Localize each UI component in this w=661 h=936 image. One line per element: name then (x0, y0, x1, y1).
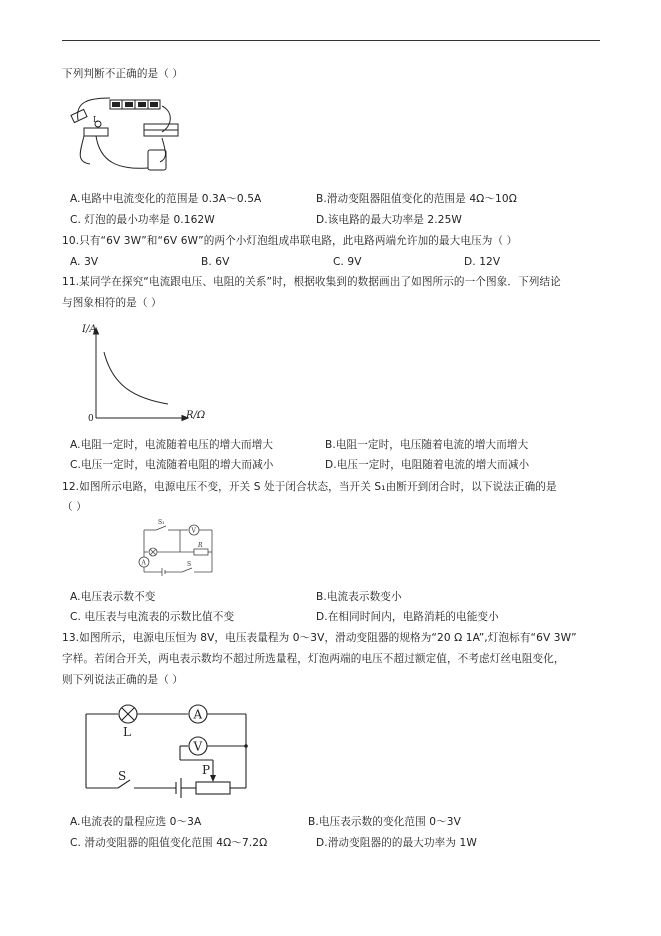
q12-option-b: B.电流表示数变小 (316, 591, 402, 603)
q12-fig-a: A (141, 559, 146, 567)
q13-fig-l: L (123, 725, 131, 739)
q13-stem-line1: 13.如图所示，电源电压恒为 8V，电压表量程为 0～3V，滑动变阻器的规格为“20 Ω 1A”,灯泡标有“6V 3W” (62, 632, 577, 644)
q13-fig-v: V (193, 739, 203, 754)
q9-option-b: B.滑动变阻器阻值变化的范围是 4Ω～10Ω (316, 193, 517, 205)
q12-option-a: A.电压表示数不变 (70, 591, 156, 603)
q11-option-a: A.电阻一定时，电流随着电压的增大而增大 (70, 439, 274, 451)
q11-graph-ylabel: I/A (82, 324, 97, 335)
header-rule (62, 40, 600, 41)
q11-option-d: D.电压一定时，电阻随着电流的增大而减小 (325, 459, 530, 471)
q13-stem-line3: 则下列说法正确的是（ ） (62, 674, 184, 686)
q12-option-d: D.在相同时间内，电路消耗的电能变小 (316, 611, 499, 623)
q9-lamp-label: L (93, 115, 99, 124)
q9-option-a: A.电路中电流变化的范围是 0.3A～0.5A (70, 193, 262, 205)
q13-circuit-figure (78, 700, 258, 804)
q10-stem: 10.只有“6V 3W”和“6V 6W”的两个小灯泡组成串联电路，此电路两端允许加的最大电压为（ ） (62, 235, 518, 247)
q9-option-c: C. 灯泡的最小功率是 0.162W (70, 214, 215, 226)
q12-fig-r: R (198, 542, 203, 549)
q11-stem-line1: 11.某同学在探究“电流跟电压、电阻的关系”时，根据收集到的数据画出了如图所示的一个图象．下列结论 (62, 276, 561, 288)
q12-fig-s: S (187, 561, 192, 568)
q11-graph-origin: 0 (88, 414, 94, 424)
q9-stem: 下列判断不正确的是（ ） (62, 68, 184, 80)
q11-graph-xlabel: R/Ω (186, 410, 206, 421)
q10-option-a: A. 3V (70, 256, 99, 268)
q13-option-d: D.滑动变阻器的的最大功率为 1W (316, 837, 477, 849)
q13-fig-a: A (193, 707, 203, 722)
q13-fig-s: S (118, 769, 127, 783)
q13-fig-p: P (202, 763, 211, 777)
q10-option-d: D. 12V (464, 256, 501, 268)
q11-stem-line2: 与图象相符的是（ ） (62, 297, 162, 309)
q13-option-a: A.电流表的量程应选 0～3A (70, 816, 202, 828)
q13-stem-line2: 字样。若闭合开关，两电表示数均不超过所选量程，灯泡两端的电压不超过额定值，不考虑灯丝电阻变化， (62, 653, 565, 665)
q9-option-d: D.该电路的最大功率是 2.25W (316, 214, 462, 226)
q12-stem-line1: 12.如图所示电路，电源电压不变，开关 S 处于闭合状态，当开关 S₁由断开到闭合时，以下说法正确的是 (62, 481, 557, 493)
q10-option-c: C. 9V (333, 256, 362, 268)
q12-option-c: C. 电压表与电流表的示数比值不变 (70, 611, 235, 623)
q13-option-b: B.电压表示数的变化范围 0～3V (308, 816, 461, 828)
q11-option-b: B.电阻一定时，电压随着电流的增大而增大 (325, 439, 529, 451)
q12-circuit-figure (132, 516, 222, 582)
q10-option-b: B. 6V (201, 256, 230, 268)
q11-option-c: C.电压一定时，电流随着电阻的增大而减小 (70, 459, 274, 471)
q9-circuit-figure (70, 92, 180, 184)
q12-stem-line2: （ ） (62, 501, 87, 513)
q12-fig-v: V (191, 527, 196, 535)
q11-graph-curve (104, 352, 168, 404)
q13-option-c: C. 滑动变阻器的阻值变化范围 4Ω～7.2Ω (70, 837, 268, 849)
q12-fig-s1: S₁ (158, 519, 165, 526)
q11-graph (82, 318, 232, 424)
